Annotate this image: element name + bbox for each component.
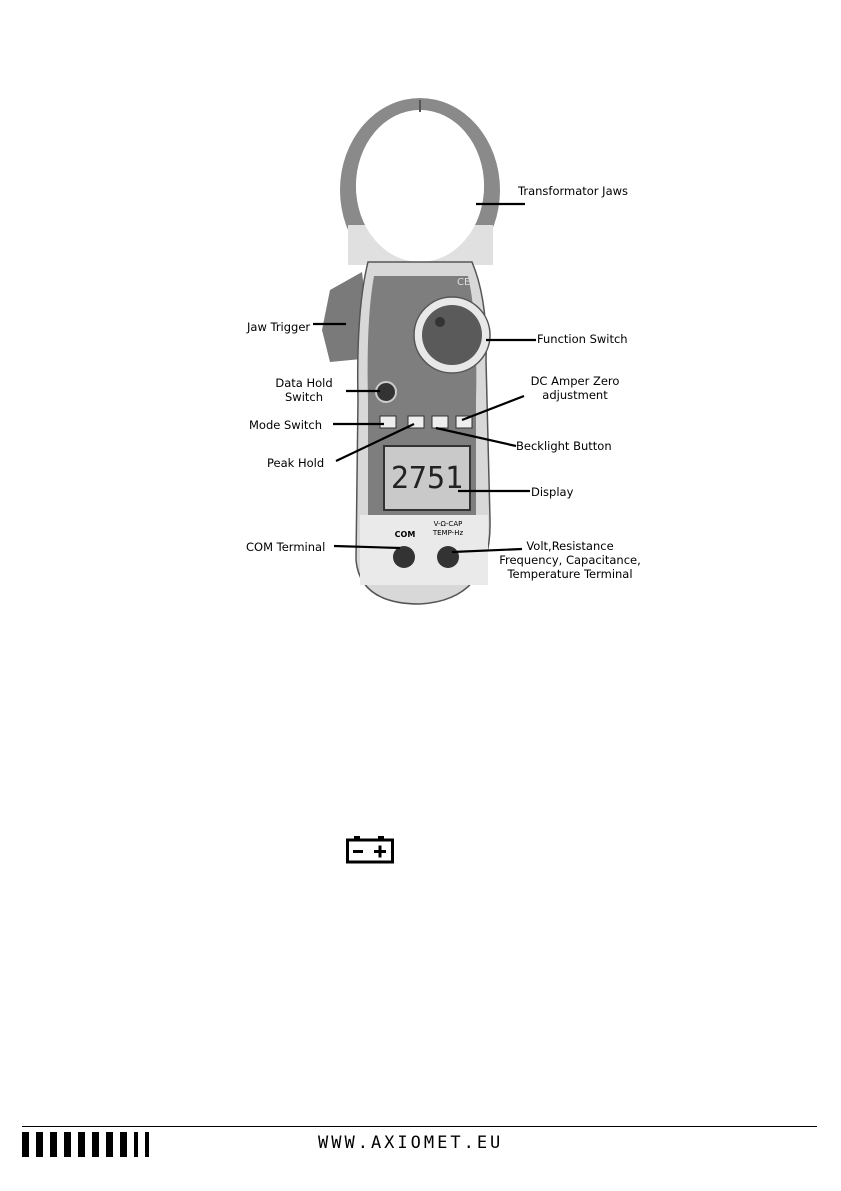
volt-label-1: V-Ω-CAP [433, 520, 463, 528]
label-data-hold-line1: Data Hold [275, 376, 333, 390]
lcd-reading: 2751 [390, 461, 464, 496]
label-volt-line3: Temperature Terminal [507, 567, 633, 581]
function-switch [414, 297, 490, 373]
label-data-hold-line2: Switch [284, 390, 324, 404]
label-mode-switch: Mode Switch [249, 418, 323, 432]
label-data-hold [268, 376, 340, 404]
backlight-button [432, 416, 448, 428]
label-dc-zero-line1: DC Amper Zero [530, 374, 620, 388]
mode-switch-button [380, 416, 396, 428]
website-url[interactable]: WWW.AXIOMET.EU [318, 1133, 504, 1153]
volt-label-2: TEMP-Hz [432, 529, 464, 537]
com-label: COM [394, 530, 416, 539]
com-terminal [393, 546, 415, 568]
label-dc-zero [520, 374, 630, 402]
label-volt-line1: Volt,Resistance [526, 539, 614, 553]
volt-terminal [437, 546, 459, 568]
transformator-jaws [340, 98, 500, 282]
label-backlight-button: Becklight Button [516, 439, 612, 453]
label-display: Display [531, 485, 574, 499]
svg-text:CE: CE [457, 277, 471, 288]
battery-icon [346, 836, 394, 864]
label-volt-line2: Frequency, Capacitance, [499, 553, 641, 567]
label-peak-hold: Peak Hold [267, 456, 325, 470]
label-com-terminal: COM Terminal [246, 540, 326, 554]
label-jaw-trigger: Jaw Trigger [247, 320, 311, 334]
footer-rule [22, 1126, 817, 1127]
label-dc-zero-line2: adjustment [542, 388, 608, 402]
label-transformator-jaws: Transformator Jaws [518, 184, 629, 198]
label-function-switch: Function Switch [537, 332, 628, 346]
label-volt-terminal [496, 539, 644, 581]
axiomet-bars-logo [22, 1132, 152, 1158]
